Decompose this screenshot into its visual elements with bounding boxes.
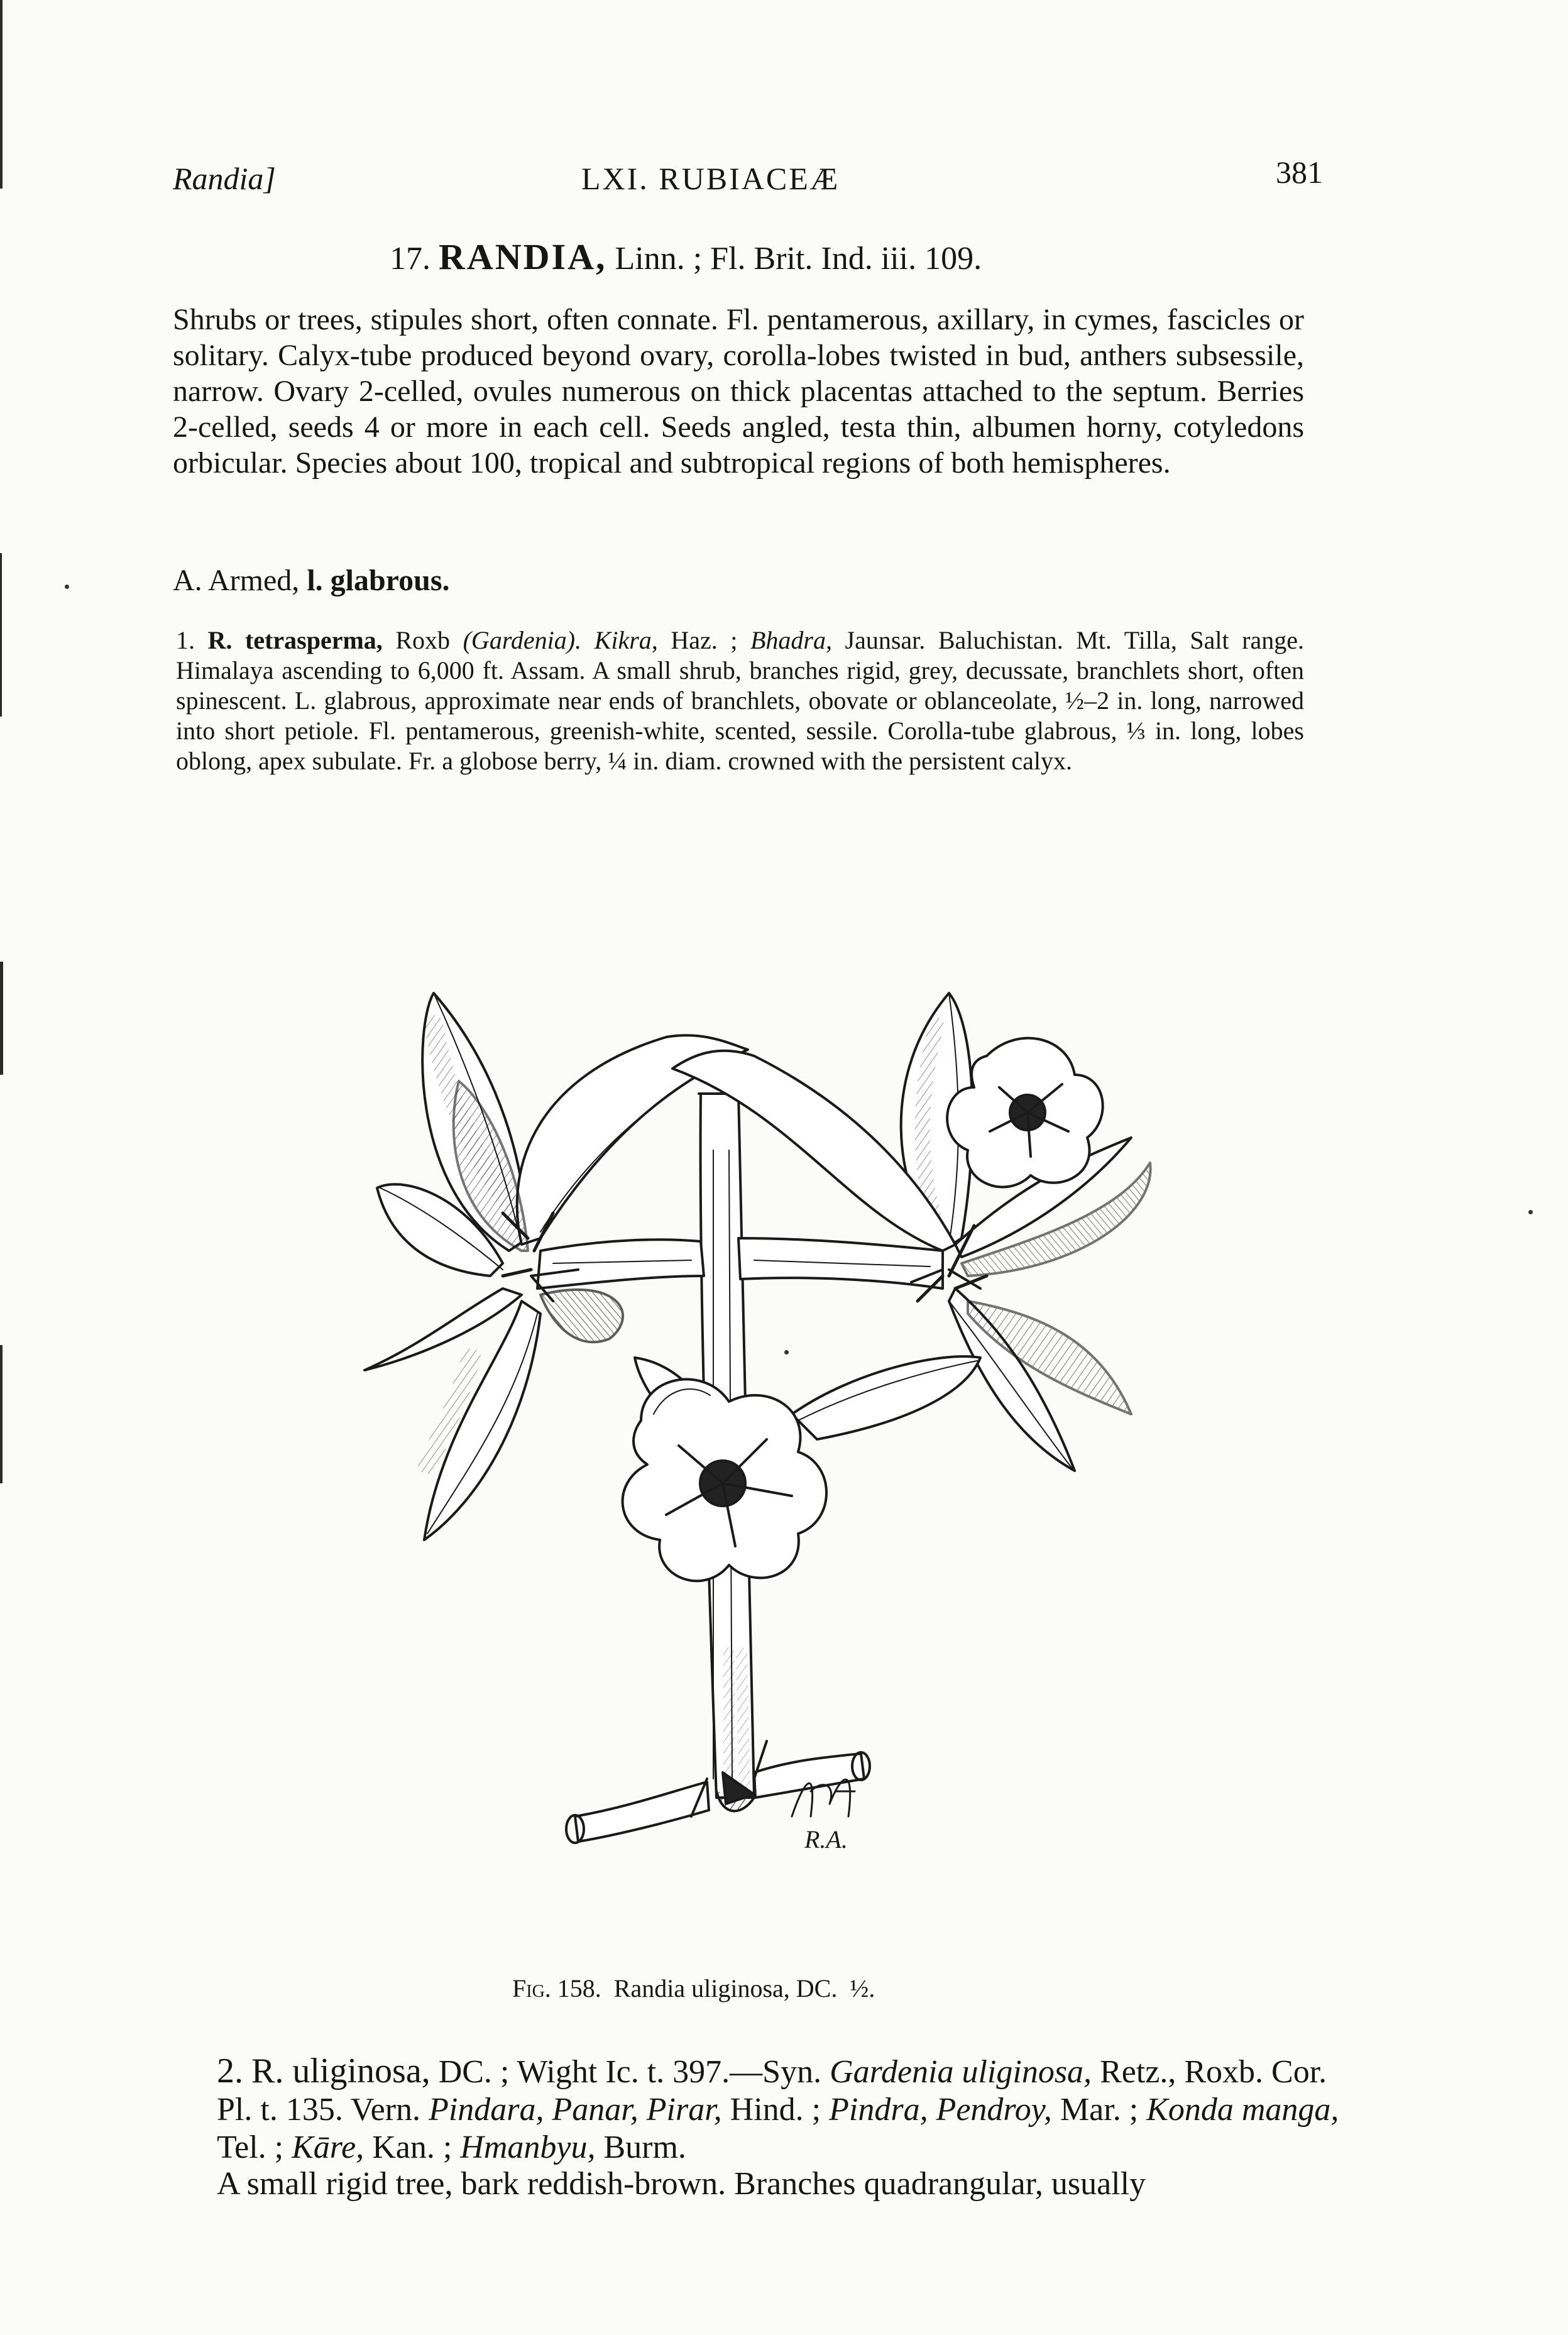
- species-2-entry: [217, 2052, 1342, 2167]
- genus-reference: Linn. ; Fl. Brit. Ind. iii. 109.: [615, 241, 982, 277]
- species-1-author: Roxb: [395, 626, 451, 654]
- species-1-vernacular-2: Bhadra,: [750, 626, 832, 654]
- species-2-ref-1: DC. ; Wight Ic. t. 397.—Syn.: [438, 2054, 822, 2090]
- species-2-ref-2: Retz., Roxb. Cor. Pl. t. 135. Vern.: [217, 2054, 1327, 2128]
- scan-edge-mark: [0, 962, 3, 1075]
- species-2-description: A small rigid tree, bark reddish-brown. Branches quadrangular, usually: [217, 2166, 1146, 2202]
- species-1-text: Jaunsar. Baluchistan. Mt. Tilla, Salt range. Himalaya ascending to 6,000 ft. Assam. A small shrub, branches rigid, grey, decussate, branchlets short, often spinescent. L. glabrous, approximate near ends of branchlets, obovate or oblanceolate, ½–2 in. long, narrowed into short petiole. Fl. pentamerous, greenish-white, scented, sessile. Corolla-tube glabrous, ⅓ in. long, lobes oblong, apex subulate. Fr. a globose berry, ¼ in. diam. crowned with the persistent calyx.: [176, 626, 1305, 775]
- botanical-illustration: [314, 836, 1257, 1967]
- running-header: [173, 155, 1323, 211]
- species-2-locale-4: Kan. ;: [372, 2129, 452, 2165]
- genus-name: RANDIA,: [439, 236, 607, 277]
- running-head-genus: Randia]: [173, 161, 276, 196]
- species-1-basionym: (Gardenia).: [463, 626, 582, 654]
- illustrator-signature: [792, 1779, 855, 1854]
- species-1-entry: [176, 625, 1304, 776]
- genus-number: 17.: [390, 241, 430, 277]
- species-2-vernacular-3: Konda manga,: [1146, 2092, 1339, 2128]
- figure-caption: [512, 1974, 875, 2003]
- scan-edge-mark: [0, 553, 2, 717]
- species-2-vernacular-4: Kāre,: [292, 2129, 365, 2165]
- species-2-locale-3: Tel. ;: [217, 2129, 284, 2165]
- leaf-cluster-lower: [623, 1356, 980, 1581]
- key-bold: l. glabrous.: [307, 564, 450, 597]
- species-2-name: R. uliginosa,: [251, 2052, 430, 2091]
- genus-heading: [390, 236, 982, 278]
- species-2-synonym: Gardenia uliginosa,: [830, 2054, 1092, 2090]
- figure-caption-text: Randia uliginosa, DC.: [613, 1974, 838, 2003]
- speck: [65, 585, 69, 589]
- scan-edge-mark: [0, 1345, 3, 1483]
- species-2-vernacular-5: Hmanbyu,: [460, 2129, 596, 2165]
- figure-label: Fig. 158.: [512, 1974, 601, 2003]
- species-1-name: R. tetrasperma,: [207, 626, 383, 654]
- genus-description: Shrubs or trees, stipules short, often connate. Fl. pentamerous, axillary, in cymes, fascicles or solitary. Calyx-tube produced beyond ovary, corolla-lobes twisted in bud, anthers subsessile, narrow. Ovary 2-celled, ovules numerous on thick placentas attached to the septum. Berries 2-celled, seeds 4 or more in each cell. Seeds angled, testa thin, albumen horny, cotyledons orbicular. Species about 100, tropical and subtropical regions of both hemispheres.: [173, 303, 1304, 480]
- species-2-locale-5: Burm.: [603, 2129, 686, 2165]
- species-2-vernacular-2: Pindra, Pendroy,: [829, 2092, 1052, 2128]
- key-prefix: A. Armed,: [173, 564, 307, 597]
- species-2-locale-1: Hind. ;: [730, 2092, 821, 2128]
- species-2-vernacular-1: Pindara, Panar, Pirar,: [429, 2092, 722, 2128]
- species-2-number: 2.: [217, 2052, 243, 2091]
- species-1-number: 1.: [176, 626, 195, 654]
- key-line: [173, 563, 1304, 598]
- species-2-locale-2: Mar. ;: [1060, 2092, 1139, 2128]
- figure-scale: ½.: [850, 1974, 875, 2003]
- running-head-family: LXI. RUBIACEÆ: [581, 161, 840, 196]
- signature-text: R.A.: [804, 1825, 848, 1854]
- scan-edge-mark: [0, 0, 3, 189]
- speck: [1528, 1210, 1533, 1214]
- species-1-vernacular-1: Kikra,: [594, 626, 658, 654]
- page-number: 381: [1276, 155, 1323, 190]
- species-1-locality-1: Haz. ;: [671, 626, 738, 654]
- flower-main: [623, 1379, 826, 1581]
